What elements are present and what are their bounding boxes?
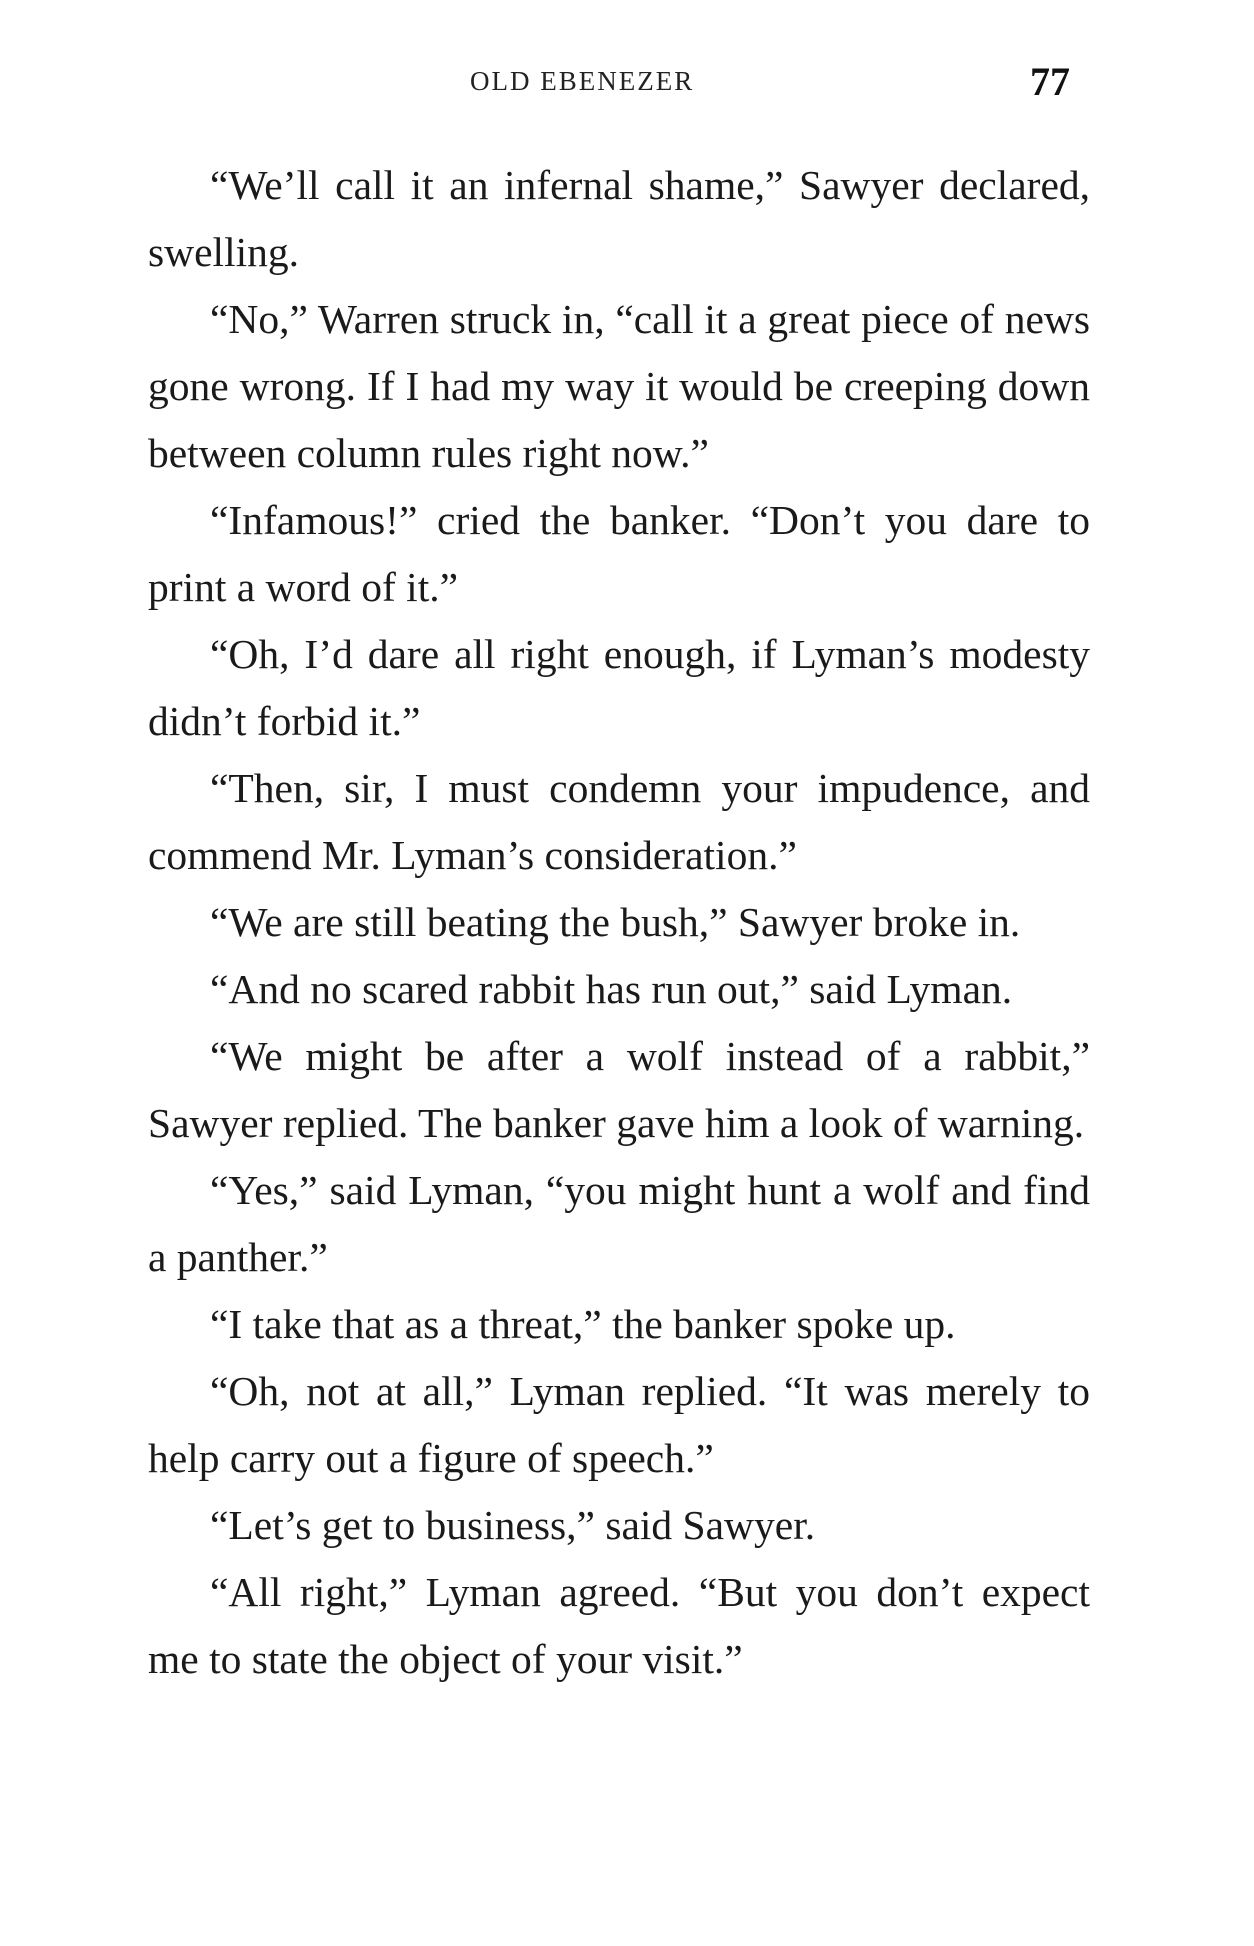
paragraph: “Oh, I’d dare all right enough, if Lyman’s modesty didn’t forbid it.” <box>148 631 1090 744</box>
paragraph: “I take that as a threat,” the banker spoke up. <box>210 1301 956 1347</box>
page-header <box>0 59 1254 106</box>
body-text <box>148 152 1090 1693</box>
paragraph: “Oh, not at all,” Lyman replied. “It was merely to help carry out a figure of speech.” <box>148 1368 1090 1481</box>
paragraph: “We are still beating the bush,” Sawyer broke in. <box>210 899 1021 945</box>
paragraph: “All right,” Lyman agreed. “But you don’t expect me to state the object of your visit.” <box>148 1569 1090 1682</box>
paragraph: “No,” Warren struck in, “call it a great piece of news gone wrong. If I had my way it would be creeping down between column rules right now.” <box>148 296 1090 476</box>
paragraph: “And no scared rabbit has run out,” said Lyman. <box>210 966 1013 1012</box>
paragraph: “We’ll call it an infernal shame,” Sawyer declared, swelling. <box>148 162 1090 275</box>
paragraph: “Yes,” said Lyman, “you might hunt a wolf and find a panther.” <box>148 1167 1090 1280</box>
page-number: 77 <box>1030 59 1070 104</box>
running-title: OLD EBENEZER <box>470 66 695 96</box>
paragraph: “Then, sir, I must condemn your impudence, and commend Mr. Lyman’s consideration.” <box>148 765 1090 878</box>
paragraph: “We might be after a wolf instead of a rabbit,” Sawyer replied. The banker gave him a look of warning. <box>148 1033 1090 1146</box>
paragraph: “Infamous!” cried the banker. “Don’t you dare to print a word of it.” <box>148 497 1090 610</box>
paragraph: “Let’s get to business,” said Sawyer. <box>210 1502 816 1548</box>
